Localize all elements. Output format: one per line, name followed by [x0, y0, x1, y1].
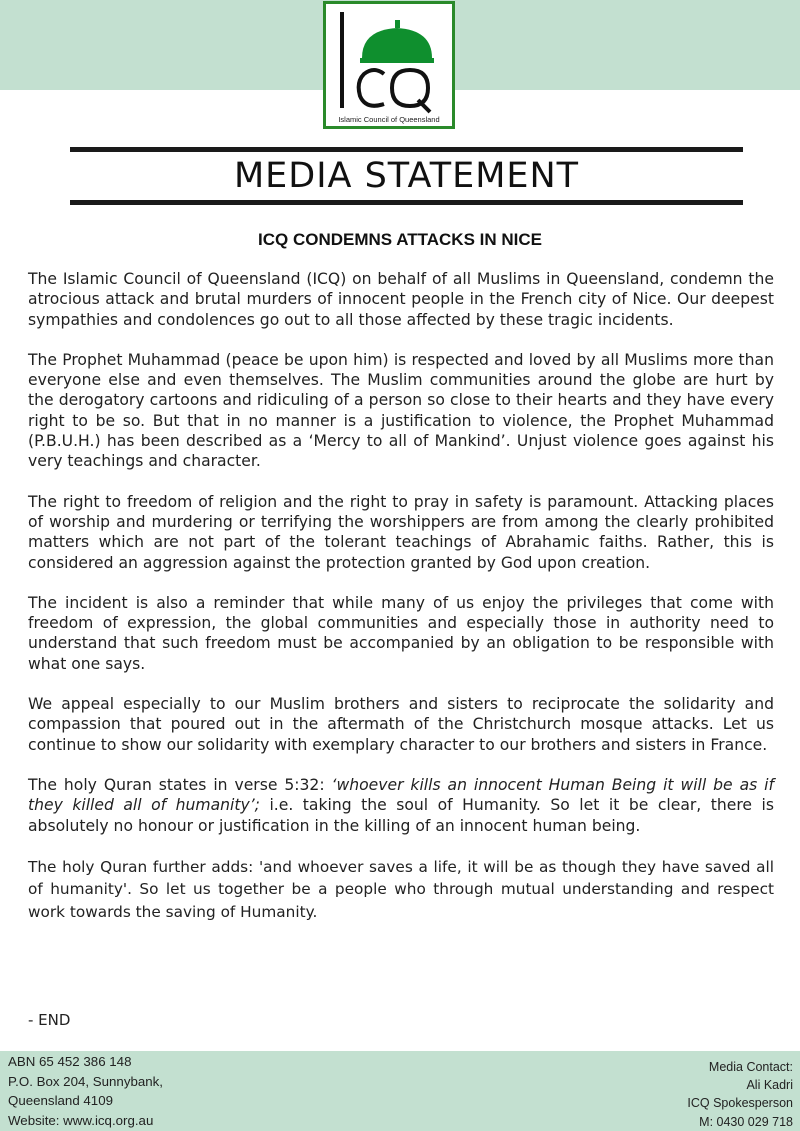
paragraph-6: [28, 775, 774, 836]
contact-role: ICQ Spokesperson: [687, 1096, 793, 1111]
paragraph-7: The holy Quran further adds: 'and whoever saves a life, it will be as though they have saved all of humanity'. So let us together be a people who through mutual understanding and respect work towards the saving of Humanity.: [28, 857, 774, 921]
paragraph-1: The Islamic Council of Queensland (ICQ) on behalf of all Muslims in Queensland, condemn the atrocious attack and brutal murders of innocent people in the French city of Nice. Our deepest sympathies and condolences go out to all those affected by these tragic incidents.: [28, 270, 774, 329]
logo-mark: [326, 4, 452, 126]
dome-icon: [362, 28, 432, 58]
icq-logo: [323, 1, 455, 129]
contact-label: Media Contact:: [708, 1060, 793, 1074]
paragraph-4: The incident is also a reminder that while many of us enjoy the privileges that come with freedom of expression, the global communities and especially those in authority need to understand that such freedom must be accompanied by an obligation to be responsible with what one says.: [28, 593, 774, 673]
quran-explanation: i.e. taking the soul of Humanity. So let it be clear, there is absolutely no honour or justification in the killing of an innocent human being.: [28, 796, 774, 835]
quran-quote: ‘whoever kills an innocent Human Being it will be as if they killed all of humanity’;: [28, 775, 774, 815]
contact-name: Ali Kadri: [746, 1078, 793, 1093]
letter-c: [359, 70, 384, 106]
footer-abn: ABN 65 452 386 148: [8, 1054, 132, 1069]
footer-address: [8, 1052, 163, 1130]
end-marker: - END: [28, 1011, 71, 1029]
paragraph-2: The Prophet Muhammad (peace be upon him) is respected and loved by all Muslims more than everyone else and even themselves. The Muslim communities around the globe are hurt by the derogatory cartoons and ridiculing of a person so close to their hearts and they have every right to be so. But that in no manner is a justification to violence, the Prophet Muhammad (P.B.U.H.) has been described as a ‘Mercy to all of Mankind’. Unjust violence goes against his very teachings and character.: [28, 350, 774, 471]
paragraph-3: The right to freedom of religion and the right to pray in safety is paramount. Attacking places of worship and murdering or terrifying the worshippers are from among the clearly prohibited matters which are not part of the tolerant teachings of Abrahamic faiths. Rather, this is considered an aggression against the protection granted by God upon creation.: [28, 492, 774, 572]
dome-finial: [395, 20, 400, 28]
letter-q: [392, 70, 430, 112]
statement-title: ICQ CONDEMNS ATTACKS IN NICE: [258, 230, 542, 249]
statement-body: [28, 269, 774, 943]
contact-phone: M: 0430 029 718: [699, 1114, 793, 1129]
logo-subtitle: Islamic Council of Queensland: [338, 115, 440, 124]
letter-i-stem: [340, 12, 344, 108]
footer-state: Queensland 4109: [8, 1093, 113, 1108]
footer-website: Website: www.icq.org.au: [8, 1112, 154, 1128]
footer-media-contact: [687, 1058, 793, 1131]
quran-intro: The holy Quran states in verse 5:32:: [28, 775, 332, 794]
heading-rule-bottom: [70, 200, 743, 205]
page-heading: MEDIA STATEMENT: [233, 156, 580, 196]
dome-base: [360, 58, 434, 63]
heading-rule-top: [70, 147, 743, 152]
footer-po-box: P.O. Box 204, Sunnybank,: [8, 1073, 163, 1089]
paragraph-5: We appeal especially to our Muslim brothers and sisters to reciprocate the solidarity and compassion that poured out in the aftermath of the Christchurch mosque attacks. Let us continue to show our solidarity with exemplary character to our brothers and sisters in France.: [28, 695, 774, 754]
